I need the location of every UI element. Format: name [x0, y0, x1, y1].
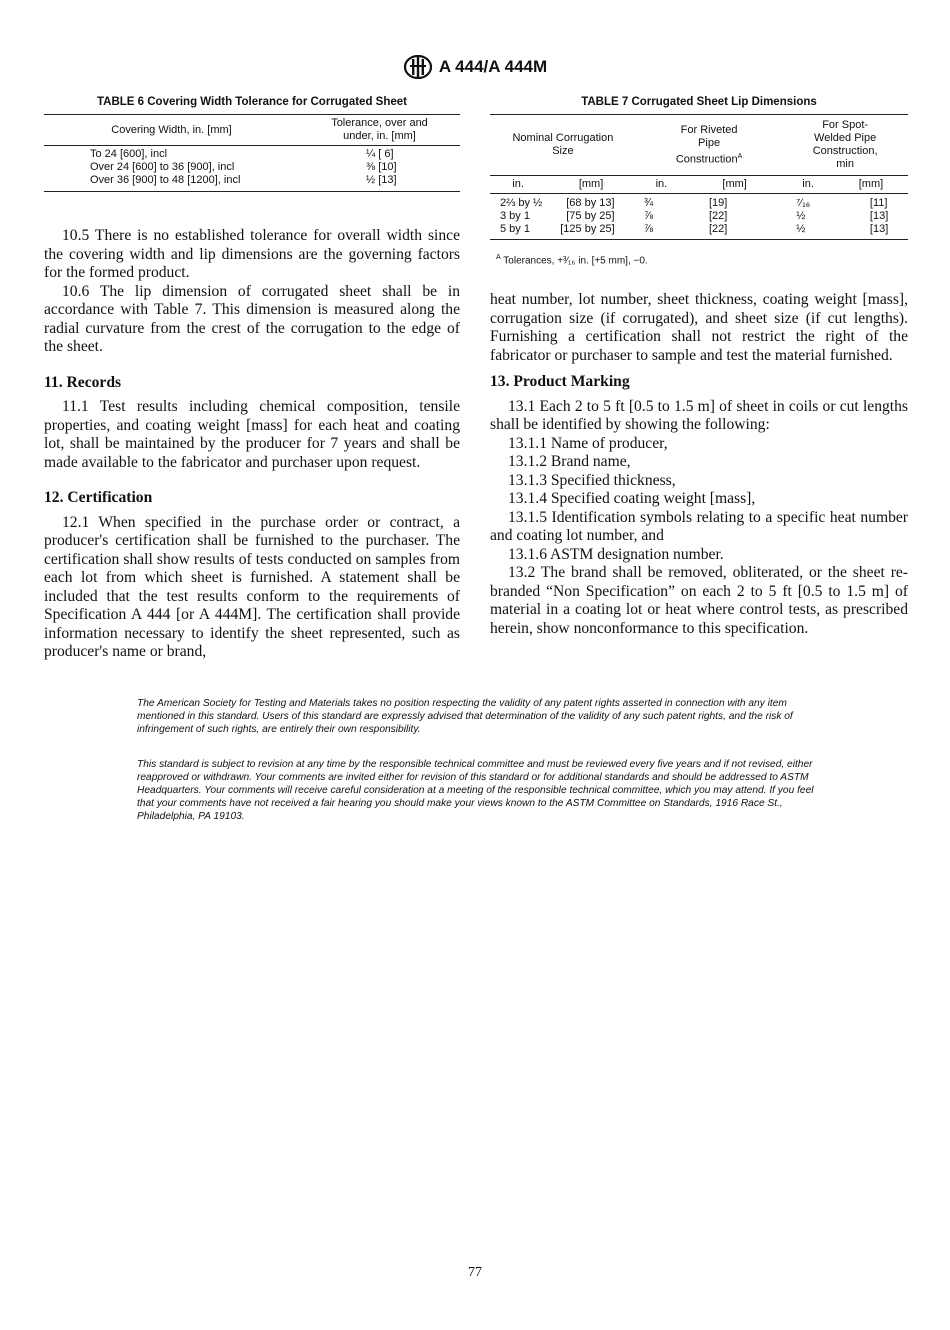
section-13-heading: 13. Product Marking: [490, 373, 630, 390]
table6-header-tolerance: Tolerance, over and under, in. [mm]: [299, 115, 460, 146]
table6-caption: TABLE 6 Covering Width Tolerance for Corrugated Sheet: [96, 96, 407, 108]
table-row: Over 36 [900] to 48 [1200], incl ½ [13]: [44, 174, 460, 192]
para-12-1: 12.1 When specified in the purchase order or contract, a producer's certification shall be furnished to the purchaser. The certification shall show results of tests conducted on samples from each lot from which sheet is furnished. A statement shall be included that the test results conform to the requirements of Specification A 444 [or A 444M]. The certification shall provide information necessary to identify the sheet represented, such as producer's name or brand,: [44, 513, 460, 660]
section-11-heading: 11. Records: [44, 373, 122, 391]
page-header: [0, 52, 950, 82]
para-13-1-4: 13.1.4 Specified coating weight [mass],: [508, 490, 756, 507]
table7-header-nominal: Nominal Corrugation Size: [490, 115, 636, 176]
page-number: 77: [468, 1265, 482, 1280]
section-12-heading: 12. Certification: [44, 489, 153, 506]
patent-notice: The American Society for Testing and Materials takes no position respecting the validity of any patent rights asserted in connection with any item mentioned in this standard. Users of this standard are expressly advised that determination of the validity of any such patent rights, and the risk of infringement of such rights, are entirely their own responsibility.: [137, 698, 793, 735]
para-13-1-5: 13.1.5 Identification symbols relating to a specific heat number and coating lot number, and: [490, 508, 908, 544]
table6-header-width: Covering Width, in. [mm]: [44, 115, 299, 146]
para-13-1-2: 13.1.2 Brand name,: [508, 453, 631, 470]
para-13-1-1: 13.1.1 Name of producer,: [508, 434, 668, 452]
table-row: 3 by 1 [75 by 25] ⅞ [22] ½ [13]: [500, 210, 889, 222]
astm-logo-icon: [403, 55, 433, 79]
table-row: 5 by 1 [125 by 25] ⅞ [22] ½ [13]: [490, 223, 908, 240]
table-row: 2⅔ by ½ [68 by 13] ¾ [19] ⁷⁄₁₆ [11]: [500, 197, 888, 209]
para-10-5: 10.5 There is no established tolerance for overall width since the covering width and lip dimensions are the governing factors for the formed product.: [44, 227, 460, 281]
table-row: To 24 [600], incl ¼ [ 6]: [90, 148, 394, 160]
table7-header-spot-welded: For Spot-Welded Pipe Construction, min: [782, 115, 908, 176]
para-11-1: 11.1 Test results including chemical composition, tensile properties, and coating weight [mass] for each heat and coating lot, shall be maintained by the producer for 7 years and shall be made available to the fabricator and purchaser upon request.: [44, 398, 460, 471]
table6: [44, 114, 460, 192]
table7: Nominal Corrugation Size For Riveted Pipe Construction$^A$ For Spot-Welded Pipe Construction, min in. [mm] in. [mm] in. [mm] 2⅔ by ½ [68 by 13] ¾ [19] ⁷⁄₁₆ [11] 3 by 1 [75 by 25] ⅞ [22] ½ [13] 5 by 1 [125 by 25] ⅞ [22] ½ [13]: [490, 114, 908, 240]
para-13-1-3: 13.1.3 Specified thickness,: [508, 471, 676, 489]
table7-caption: TABLE 7 Corrugated Sheet Lip Dimensions: [581, 96, 817, 108]
para-12-1-cont: heat number, lot number, sheet thickness, coating weight [mass], corrugation size (if corrugated), and sheet size (if cut lengths). Furnishing a certification shall not restrict the right of the fabricator or purchaser to sample and test the material furnished.: [490, 291, 908, 364]
para-13-1-6: 13.1.6 ASTM designation number.: [508, 545, 724, 563]
para-10-6: 10.6 The lip dimension of corrugated sheet shall be in accordance with Table 7. This dimension is measured along the radial curvature from the crest of the corrugation to the edge of the sheet.: [44, 282, 460, 355]
revision-notice: This standard is subject to revision at any time by the responsible technical committee and must be reviewed every five years and if not revised, either reapproved or withdrawn. Your comments are invited either for revision of this standard or for additional standards and should be addressed to ASTM Headquarters. Your comments will receive careful consideration at a meeting of the responsible technical committee, which you may attend. If you feel that your comments have not received a fair hearing you should make your views known to the ASTM Committee on Standards, 1916 Race St., Philadelphia, PA 19103.: [137, 759, 814, 822]
table7-header-riveted: For Riveted Pipe Construction$^A$: [636, 115, 782, 176]
para-13-2: 13.2 The brand shall be removed, obliterated, or the sheet re-branded “Non Specification” on each 2 to 5 ft [0.5 to 1.5 m] of material in a coating lot or heat where control tests, as prescribed herein, show nonconformance to this specification.: [490, 564, 908, 637]
para-13-1: 13.1 Each 2 to 5 ft [0.5 to 1.5 m] of sheet in coils or cut lengths shall be identified by showing the following:: [490, 397, 908, 433]
table7-footnote: $^A$ Tolerances, +³⁄₁₆ in. [+5 mm], −0.: [496, 254, 648, 267]
designation-title: A 444/A 444M: [438, 57, 548, 76]
table-row: Over 24 [600] to 36 [900], incl ⅜ [10]: [90, 161, 397, 173]
left-column: [44, 227, 460, 662]
right-column: [490, 291, 908, 638]
